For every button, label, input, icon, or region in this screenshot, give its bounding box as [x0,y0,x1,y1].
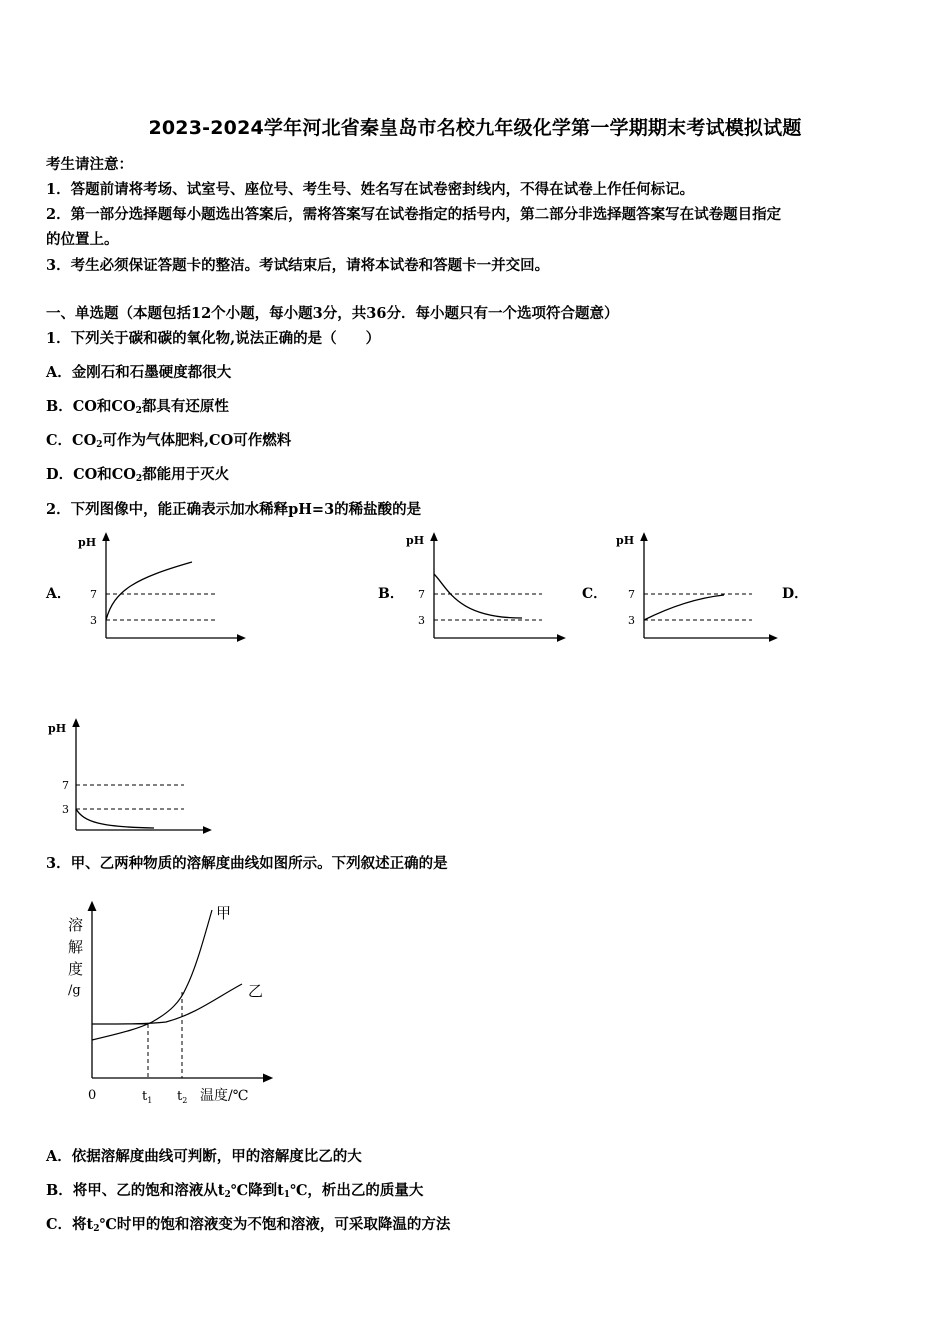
graph-option-a [74,528,250,646]
question-1-option-a: A．金刚石和石墨硬度都很大 [46,364,232,381]
section-heading: 一、单选题（本题包括12个小题，每小题3分，共36分．每小题只有一个选项符合题意） [46,305,619,322]
y-axis-label: pH [78,536,97,549]
y-label-char: 度 [68,960,84,978]
question-2-option-b-label: B． [378,586,404,602]
question-1-option-c: C．$CO_2$可作为气体肥料,CO可作燃料 [46,432,292,450]
tick-3: 3 [90,614,97,627]
x-axis-label: 温度/℃ [200,1088,249,1104]
question-2-option-a-label: A． [46,586,71,602]
notice-item: 3．考生必须保证答题卡的整洁。考试结束后，请将本试卷和答题卡一并交回。 [46,257,550,274]
y-label-unit: /g [68,983,81,998]
tick-3: 3 [418,614,425,627]
t1-label: $t_1$ [142,1089,153,1105]
y-label-char: 解 [68,938,84,956]
solubility-chart [56,898,286,1108]
graph-option-b [402,528,570,646]
question-2-option-c-label: C． [582,586,608,602]
notice-item: 2．第一部分选择题每小题选出答案后，需将答案写在试卷指定的括号内，第二部分非选择题答案写在试卷题目指定 [46,206,782,223]
notice-item: 1．答题前请将考场、试室号、座位号、考生号、姓名写在试卷密封线内，不得在试卷上作任何标记。 [46,181,695,198]
question-1-option-b: B．CO和$CO_2$都具有还原性 [46,398,229,416]
y-axis-label: pH [406,534,425,547]
graph-option-c [612,528,780,646]
question-3-option-b: B．将甲、乙的饱和溶液从$t_2℃$降到$t_1℃$，析出乙的质量大 [46,1182,424,1200]
t2-label: $t_2$ [177,1089,188,1105]
curve [76,809,154,828]
y-axis-label: pH [616,534,635,547]
curve-jia [92,910,212,1040]
question-1-stem: 1．下列关于碳和碳的氧化物,说法正确的是（ ） [46,330,381,347]
tick-7: 7 [62,779,69,792]
notice-heading: 考生请注意： [46,156,133,173]
tick-3: 3 [628,614,635,627]
y-axis-label: pH [48,722,67,735]
tick-3: 3 [62,803,69,816]
curve [434,574,522,618]
curve [106,562,192,620]
question-3-stem: 3．甲、乙两种物质的溶解度曲线如图所示。下列叙述正确的是 [46,855,448,872]
tick-7: 7 [418,588,425,601]
series-yi-label: 乙 [248,982,264,1000]
question-3-option-a: A．依据溶解度曲线可判断，甲的溶解度比乙的大 [46,1148,362,1165]
question-2-option-d-label: D． [782,586,809,602]
origin-label: 0 [88,1088,97,1103]
series-jia-label: 甲 [216,904,232,922]
notice-item: 的位置上。 [46,231,119,248]
question-2-stem: 2．下列图像中，能正确表示加水稀释pH=3的稀盐酸的是 [46,501,422,518]
curve [644,595,724,620]
question-3-option-c: C．将$t_2℃$时甲的饱和溶液变为不饱和溶液，可采取降温的方法 [46,1216,451,1234]
y-label-char: 溶 [68,916,84,934]
graph-option-d [44,716,214,836]
page-title: 2023-2024学年河北省秦皇岛市名校九年级化学第一学期期末考试模拟试题 [148,117,802,139]
question-1-option-d: D．CO和$CO_2$都能用于灭火 [46,466,230,484]
tick-7: 7 [90,588,97,601]
curve-yi [92,984,242,1024]
tick-7: 7 [628,588,635,601]
